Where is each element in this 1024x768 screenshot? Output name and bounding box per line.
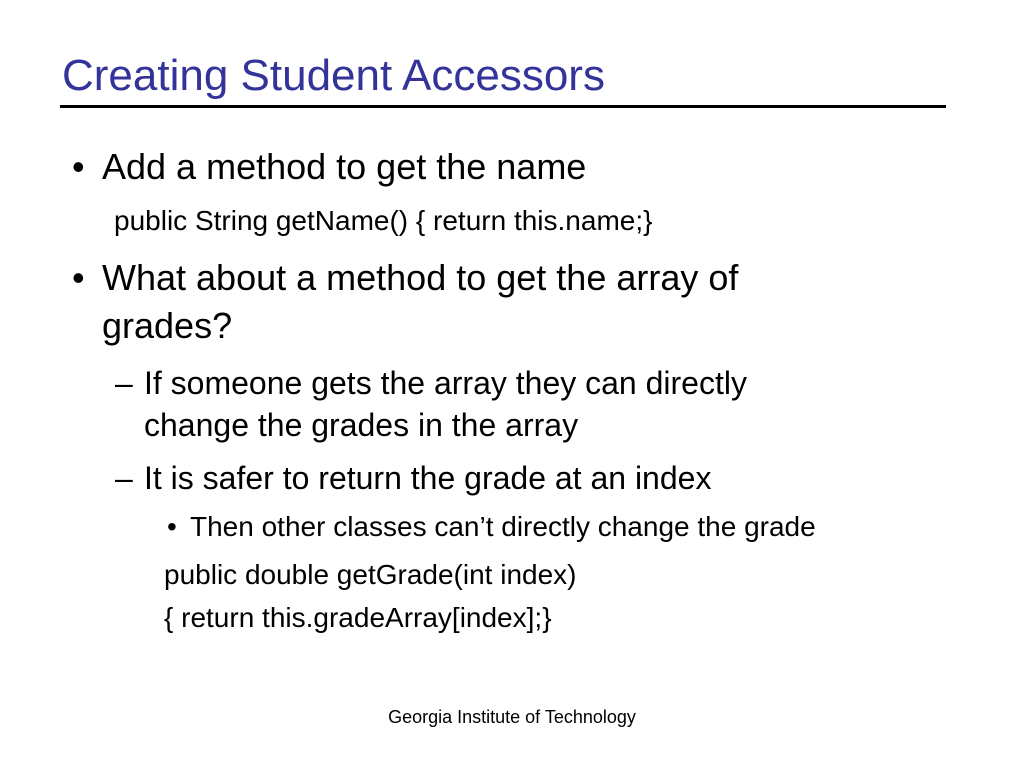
sub-bullet-marker: –: [115, 365, 133, 401]
bullet-text-continued: grades?: [102, 305, 233, 346]
code-line: { return this.gradeArray[index];}: [164, 602, 552, 633]
sub-bullet-marker: –: [115, 460, 133, 496]
sub-sub-bullet-marker: •: [167, 511, 177, 542]
title-underline: [60, 105, 946, 108]
bullet-marker: •: [72, 257, 85, 298]
footer-text: Georgia Institute of Technology: [388, 707, 636, 727]
sub-sub-bullet-text: Then other classes can’t directly change the grade: [190, 511, 816, 542]
sub-bullet-text: If someone gets the array they can directly: [144, 365, 747, 401]
bullet-text: Add a method to get the name: [102, 146, 587, 187]
sub-bullet-text: It is safer to return the grade at an index: [144, 460, 712, 496]
bullet-marker: •: [72, 146, 85, 187]
code-line: public double getGrade(int index): [164, 559, 577, 590]
sub-bullet-text-continued: change the grades in the array: [144, 407, 579, 443]
slide-title: Creating Student Accessors: [62, 51, 605, 100]
bullet-text: What about a method to get the array of: [102, 257, 739, 298]
code-line: public String getName() { return this.name;}: [114, 205, 653, 236]
